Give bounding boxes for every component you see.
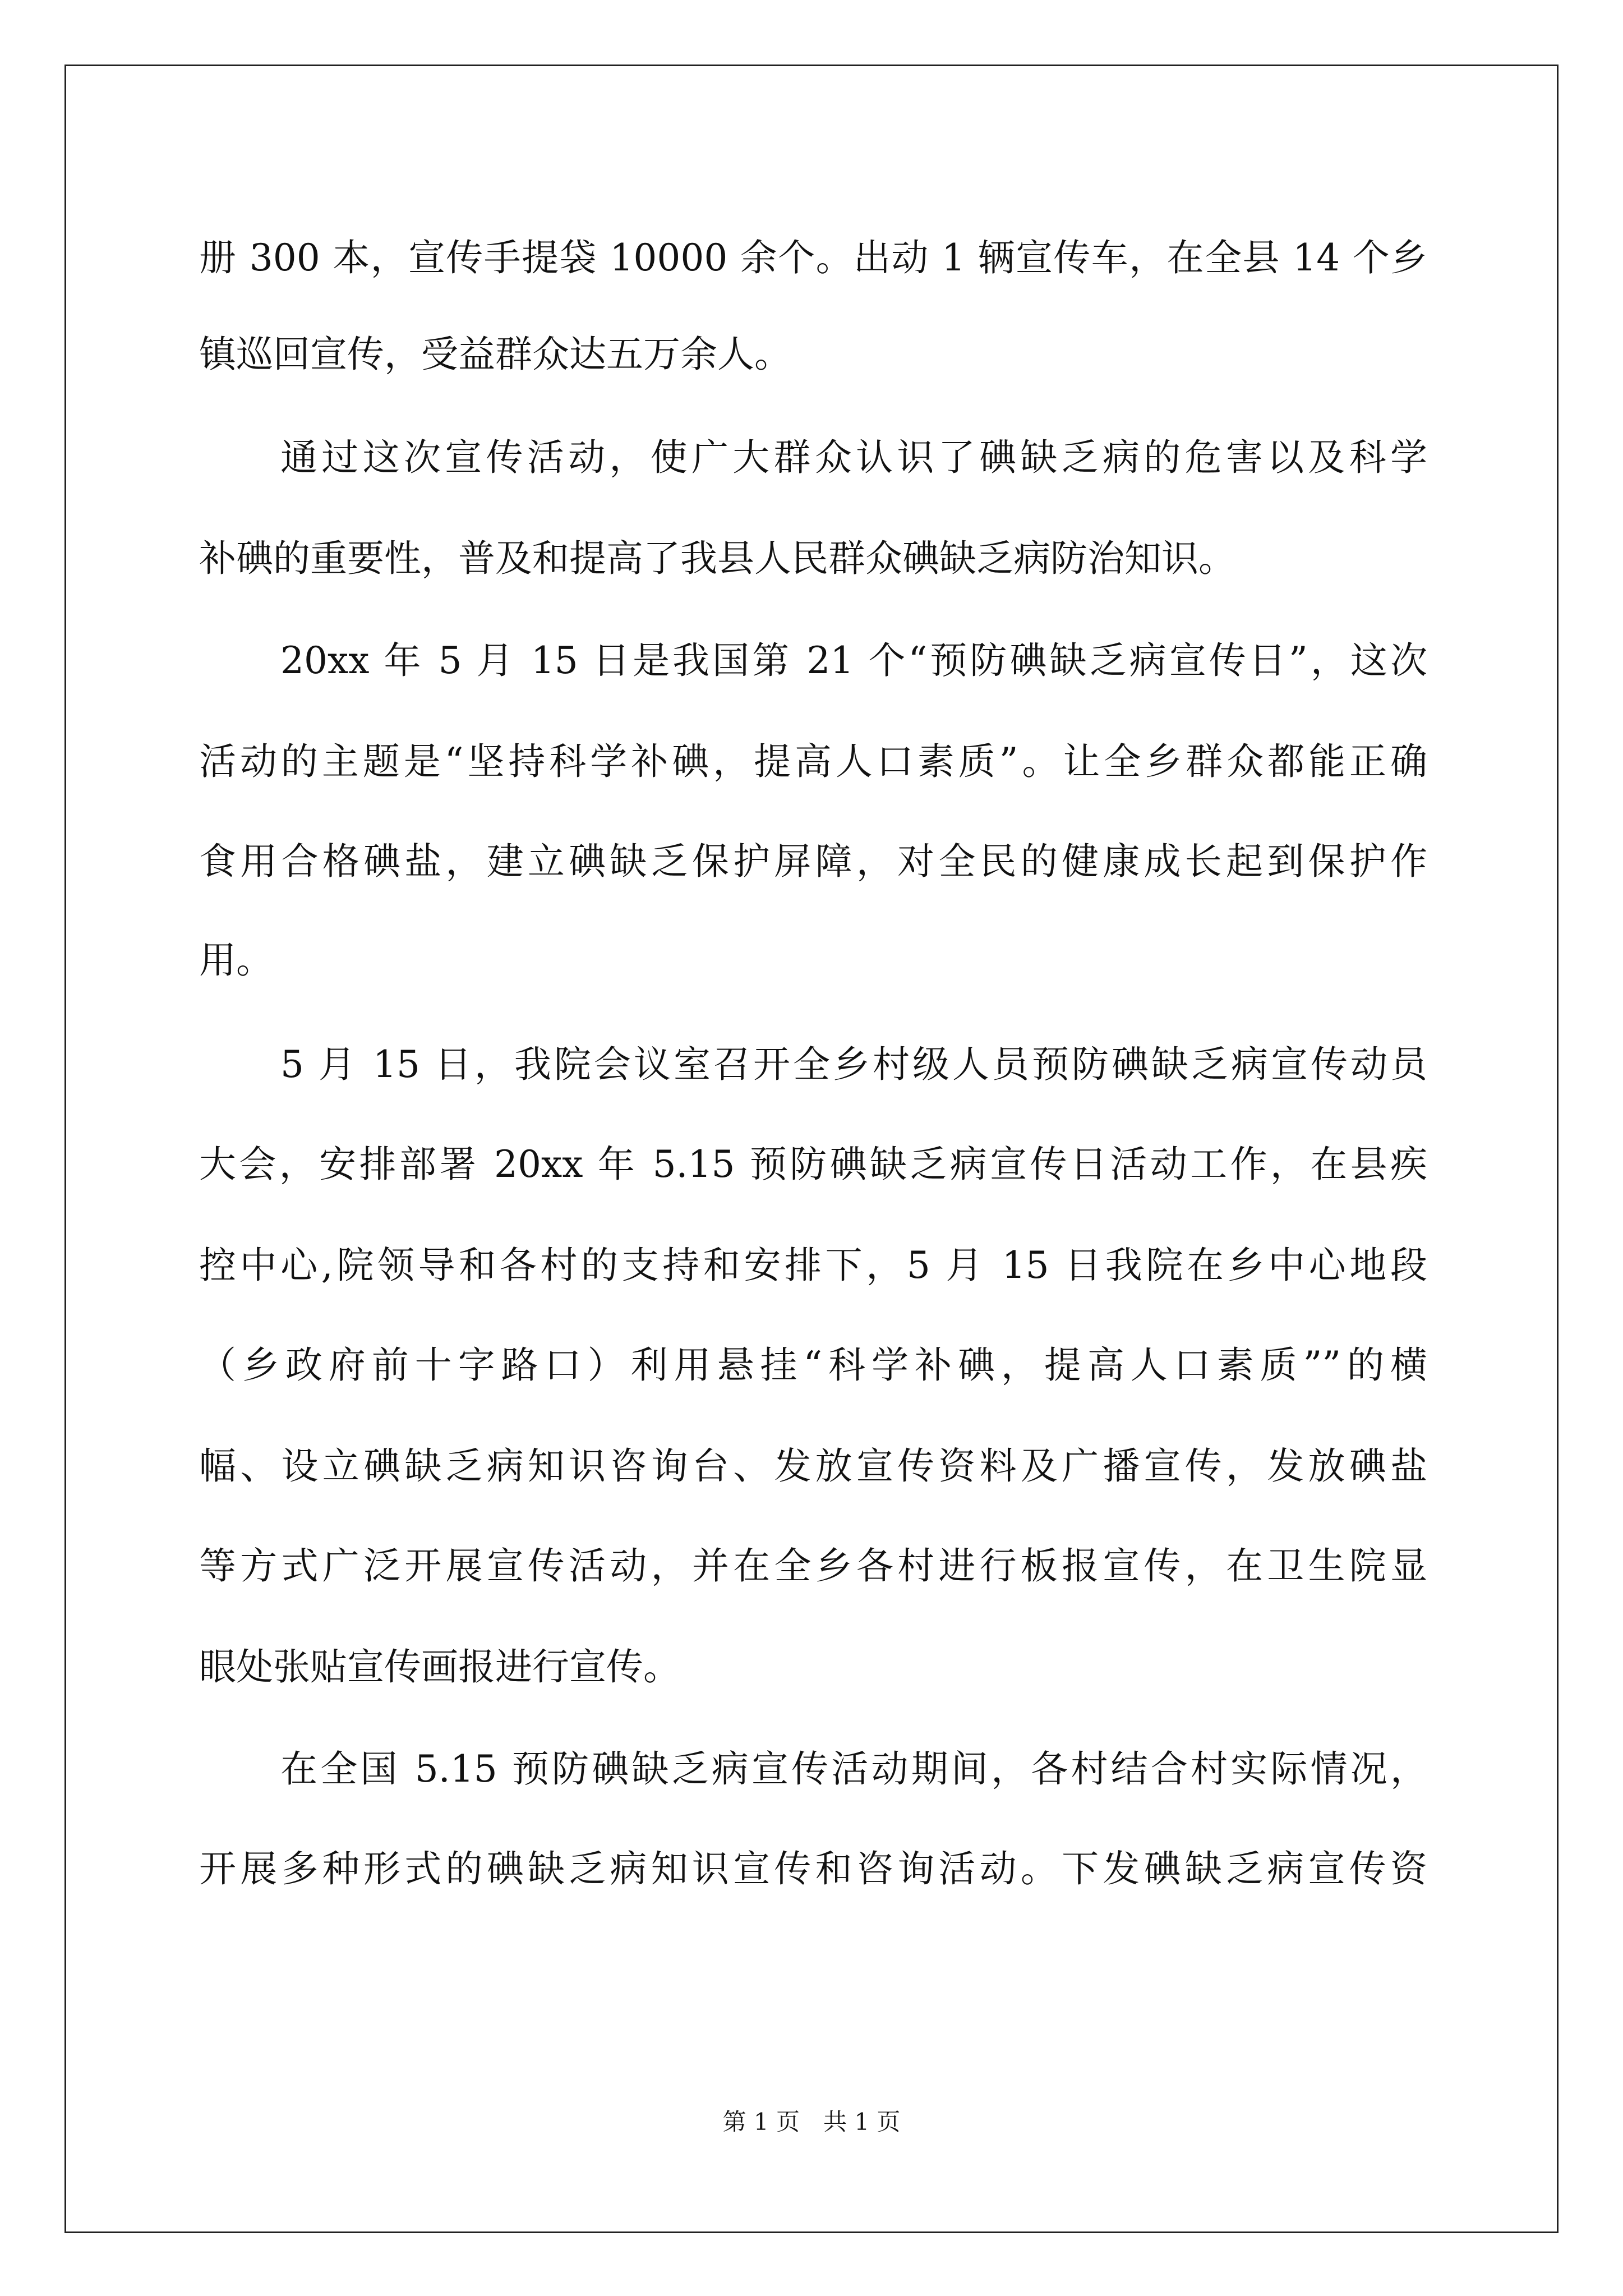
paragraph-line: 活动的主题是“坚持科学补碘，提高人口素质”。让全乡群众都能正确 <box>199 740 1427 783</box>
paragraph-line: 控中心,院领导和各村的支持和安排下，5 月 15 日我院在乡中心地段 <box>199 1244 1427 1287</box>
paragraph-line: （乡政府前十字路口）利用悬挂“科学补碘，提高人口素质””的横 <box>199 1343 1427 1387</box>
paragraph-line: 开展多种形式的碘缺乏病知识宣传和咨询活动。下发碘缺乏病宣传资 <box>199 1847 1427 1890</box>
paragraph-line: 补碘的重要性，普及和提高了我县人民群众碘缺乏病防治知识。 <box>199 537 1235 580</box>
paragraph-line: 通过这次宣传活动，使广大群众认识了碘缺乏病的危害以及科学 <box>280 436 1427 479</box>
page-footer: 第 1 页 共 1 页 <box>722 2108 901 2136</box>
paragraph-line: 眼处张贴宣传画报进行宣传。 <box>199 1645 680 1688</box>
paragraph-line: 5 月 15 日，我院会议室召开全乡村级人员预防碘缺乏病宣传动员 <box>280 1043 1427 1086</box>
paragraph-line: 在全国 5.15 预防碘缺乏病宣传活动期间，各村结合村实际情况， <box>280 1747 1427 1791</box>
paragraph-line: 20xx 年 5 月 15 日是我国第 21 个“预防碘缺乏病宣传日”，这次 <box>280 639 1427 682</box>
paragraph-line: 大会，安排部署 20xx 年 5.15 预防碘缺乏病宣传日活动工作，在县疾 <box>199 1143 1427 1186</box>
paragraph-line: 用。 <box>199 938 273 982</box>
paragraph-line: 幅、设立碘缺乏病知识咨询台、发放宣传资料及广播宣传，发放碘盐 <box>199 1444 1427 1488</box>
paragraph-line: 册 300 本，宣传手提袋 10000 余个。出动 1 辆宣传车，在全县 14 个乡 <box>199 236 1427 279</box>
paragraph-line: 镇巡回宣传，受益群众达五万余人。 <box>199 333 791 376</box>
paragraph-line: 食用合格碘盐，建立碘缺乏保护屏障，对全民的健康成长起到保护作 <box>199 840 1427 883</box>
paragraph-line: 等方式广泛开展宣传活动，并在全乡各村进行板报宣传，在卫生院显 <box>199 1544 1427 1588</box>
